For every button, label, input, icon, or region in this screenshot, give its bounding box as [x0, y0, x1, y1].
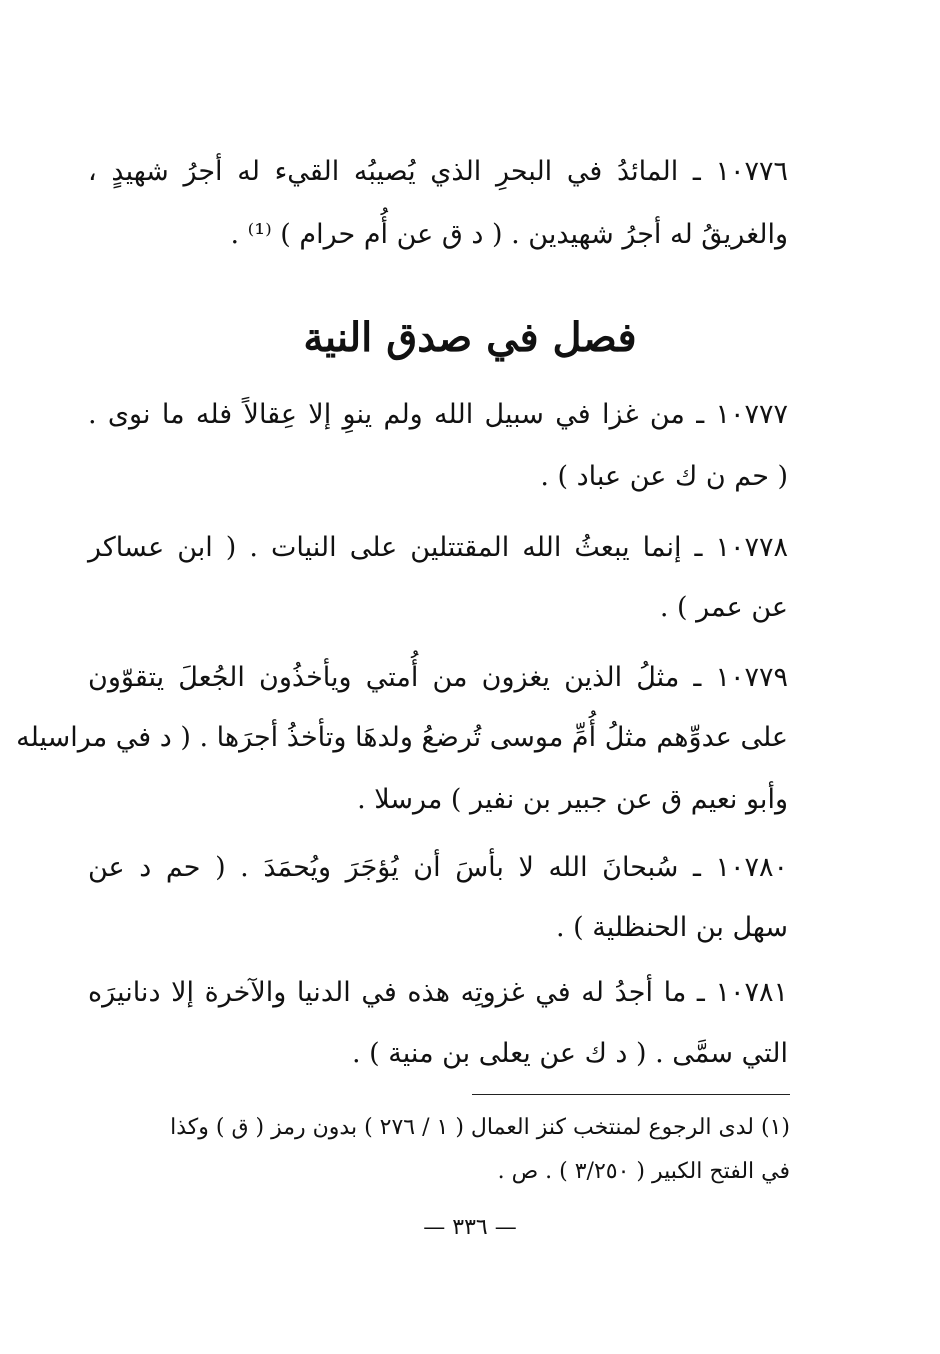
hadith-10778-line-1: ١٠٧٧٨ ـ إنما يبعثُ الله المقتتلين على النيات . ( ابن عساكر [88, 532, 788, 563]
hadith-10778-line-2: عن عمر ) . [659, 592, 788, 623]
hadith-10777-line-1: ١٠٧٧٧ ـ من غزا في سبيل الله ولم ينوِ إلا عِقالاً فله ما نوى . [88, 399, 788, 430]
hadith-10776-line-2: والغريقُ له أجرُ شهيدين . ( د ق عن أُم حرام ) ⁽¹⁾ . [230, 219, 788, 250]
hadith-10776-line-1: ١٠٧٧٦ ـ المائدُ في البحرِ الذي يُصيبُه القيء له أجرُ شهيدٍ ، [88, 156, 788, 187]
hadith-10781-line-2: التي سمَّى . ( د ك عن يعلى بن منية ) . [352, 1038, 788, 1069]
hadith-10780-line-1: ١٠٧٨٠ ـ سُبحانَ الله لا بأسَ أن يُؤجَرَ ويُحمَدَ . ( حم د عن [88, 852, 788, 883]
hadith-10779-line-3: وأبو نعيم ق عن جبير بن نفير ) مرسلا . [357, 784, 788, 815]
footnote-line-2: في الفتح الكبير ( ٣/٢٥٠ ) . ص . [497, 1159, 790, 1184]
footnote-line-1: (١) لدى الرجوع لمنتخب كنز العمال ( ١ / ٢٧٦ ) بدون رمز ( ق ) وكذا [170, 1115, 790, 1140]
hadith-10780-line-2: سهل بن الحنظلية ) . [555, 912, 788, 943]
footnote-separator [472, 1094, 790, 1095]
hadith-10779-line-1: ١٠٧٧٩ ـ مثلُ الذين يغزون من أُمتي ويأخذُون الجُعلَ يتقوّون [88, 662, 788, 693]
page-number: — ٣٣٦ — [423, 1215, 517, 1240]
hadith-10781-line-1: ١٠٧٨١ ـ ما أجدُ له في غزوتِه هذه في الدنيا والآخرة إلا دنانيرَه [88, 977, 788, 1008]
hadith-10777-line-2: ( حم ن ك عن عباد ) . [540, 461, 788, 492]
hadith-10779-line-2: على عدوِّهم مثلُ أُمِّ موسى تُرضعُ ولدهَا وتأخذُ أجرَها . ( د في مراسيله [16, 722, 788, 753]
section-heading: فصل في صدق النية [303, 314, 637, 361]
